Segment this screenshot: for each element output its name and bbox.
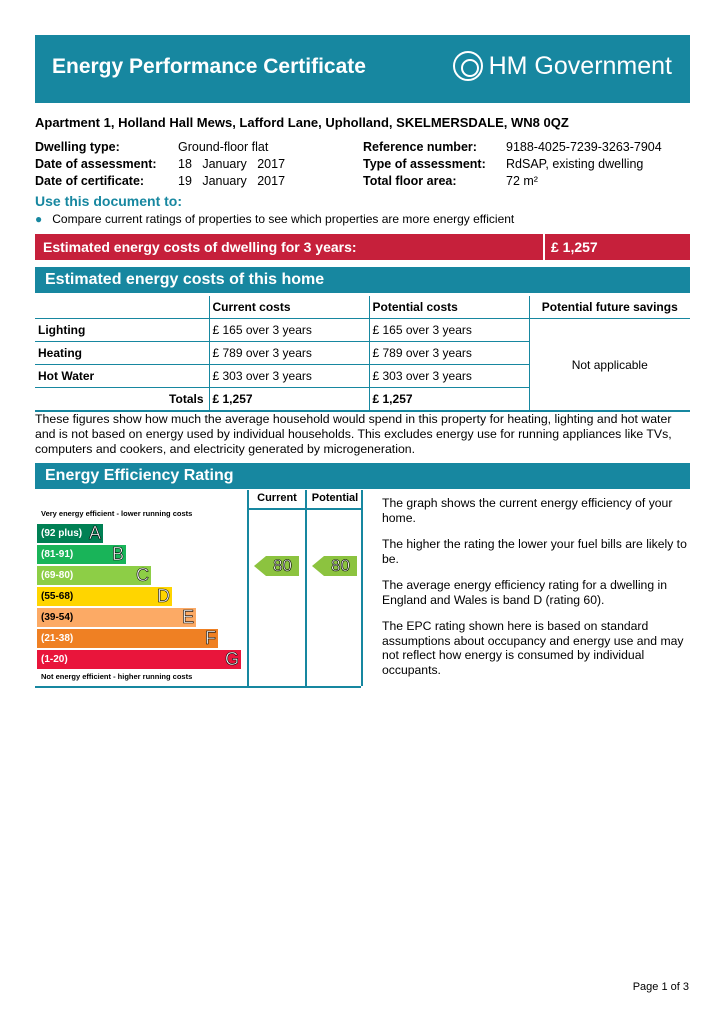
band-f (37, 629, 218, 648)
rating-heading-text: Energy Efficiency Rating (45, 467, 234, 484)
potential-rating-arrow: 80 (324, 556, 357, 576)
dwelling-info-left (35, 139, 285, 190)
info-value: 72 m² (506, 174, 538, 188)
band-g (37, 650, 241, 669)
estimated-costs-value: £ 1,257 (551, 239, 598, 255)
costs-paragraph: These figures show how much the average household would spend in this property for heating, lighting and hot water and is not based on energy used by individual households. This excludes energy use for running appliances like TVs, computers and cookers, and electricity generated by microgeneration. (35, 412, 672, 456)
info-label: Date of assessment: (35, 157, 157, 171)
rating-section-heading (35, 463, 690, 489)
use-heading: Use this document to: (35, 193, 183, 209)
band-letter: A (88, 523, 101, 543)
current-cost: £ 789 over 3 years (209, 342, 369, 365)
explanation-paragraph: The average energy efficiency rating for a dwelling in England and Wales is band D (rating 60). (382, 578, 667, 607)
property-address: Apartment 1, Holland Hall Mews, Lafford Lane, Upholland, SKELMERSDALE, WN8 0QZ (35, 115, 569, 130)
page-title: Energy Performance Certificate (52, 55, 366, 78)
rating-explanation (382, 496, 692, 689)
band-e (37, 608, 196, 627)
info-value: Ground-floor flat (178, 140, 269, 154)
info-label: Dwelling type: (35, 140, 120, 154)
band-range: (81-91) (41, 549, 74, 560)
band-range: (1-20) (41, 654, 68, 665)
use-bullet (35, 212, 514, 226)
table-header-row (35, 296, 690, 319)
row-label: Hot Water (35, 365, 209, 388)
costs-section-heading (35, 267, 690, 293)
band-letter: D (157, 586, 170, 606)
current-rating-arrow: 80 (266, 556, 299, 576)
potential-column (305, 490, 363, 686)
totals-current: £ 1,257 (209, 388, 369, 412)
band-d (37, 587, 172, 606)
energy-rating-chart (35, 490, 363, 688)
costs-table (35, 296, 690, 412)
band-letter: E (181, 607, 194, 627)
bottom-note: Not energy efficient - higher running costs (41, 672, 193, 681)
bullet-icon: ● (35, 212, 43, 226)
header-current: Current costs (209, 296, 369, 319)
divider (543, 234, 545, 260)
top-note: Very energy efficient - lower running costs (41, 509, 193, 518)
dwelling-info-right (363, 139, 662, 190)
info-label: Date of certificate: (35, 174, 145, 188)
band-range: (39-54) (41, 612, 74, 623)
totals-potential: £ 1,257 (369, 388, 529, 412)
explanation-paragraph: The higher the rating the lower your fuel bills are likely to be. (382, 537, 687, 566)
info-value: RdSAP, existing dwelling (506, 157, 644, 171)
header-savings: Potential future savings (529, 296, 690, 319)
potential-cost: £ 789 over 3 years (369, 342, 529, 365)
band-range: (69-80) (41, 570, 74, 581)
band-range: (55-68) (41, 591, 74, 602)
current-cost: £ 165 over 3 years (209, 319, 369, 342)
hm-government-text: HM Government (488, 51, 672, 80)
band-c (37, 566, 151, 585)
band-letter: C (136, 565, 149, 585)
totals-label: Totals (35, 388, 209, 412)
current-cost: £ 303 over 3 years (209, 365, 369, 388)
row-label: Heating (35, 342, 209, 365)
band-a (37, 524, 103, 543)
info-value: 18 January 2017 (178, 157, 286, 171)
hm-government-logo (453, 51, 672, 81)
bullet-text: Compare current ratings of properties to see which properties are more energy efficient (52, 212, 515, 226)
table-row (35, 319, 690, 342)
explanation-paragraph: The graph shows the current energy efficiency of your home. (382, 496, 673, 525)
potential-cost: £ 303 over 3 years (369, 365, 529, 388)
info-value: 19 January 2017 (178, 174, 286, 188)
band-letter: F (205, 628, 216, 648)
band-b (37, 545, 126, 564)
info-label: Total floor area: (363, 174, 457, 188)
savings-cell: Not applicable (529, 319, 690, 412)
current-column (247, 490, 307, 686)
header-bar (35, 35, 690, 103)
estimated-costs-label: Estimated energy costs of dwelling for 3 years: (43, 239, 357, 255)
band-letter: B (111, 544, 124, 564)
costs-heading-text: Estimated energy costs of this home (45, 271, 325, 288)
page-number: Page 1 of 3 (632, 981, 689, 993)
info-label: Type of assessment: (363, 157, 486, 171)
potential-cost: £ 165 over 3 years (369, 319, 529, 342)
estimated-costs-bar (35, 234, 690, 260)
info-value: 9188-4025-7239-3263-7904 (506, 140, 662, 154)
band-range: (92 plus) (41, 528, 83, 539)
row-label: Lighting (35, 319, 209, 342)
blank-header (35, 296, 209, 319)
band-range: (21-38) (41, 633, 74, 644)
band-letter: G (224, 649, 239, 669)
info-label: Reference number: (363, 140, 477, 154)
explanation-paragraph: The EPC rating shown here is based on standard assumptions about occupancy and energy use and may not reflect how energy is consumed by individual occupants. (382, 619, 684, 677)
header-potential: Potential costs (369, 296, 529, 319)
potential-header: Potential (311, 492, 359, 504)
royal-crest-icon (453, 51, 483, 81)
current-header: Current (257, 492, 297, 504)
